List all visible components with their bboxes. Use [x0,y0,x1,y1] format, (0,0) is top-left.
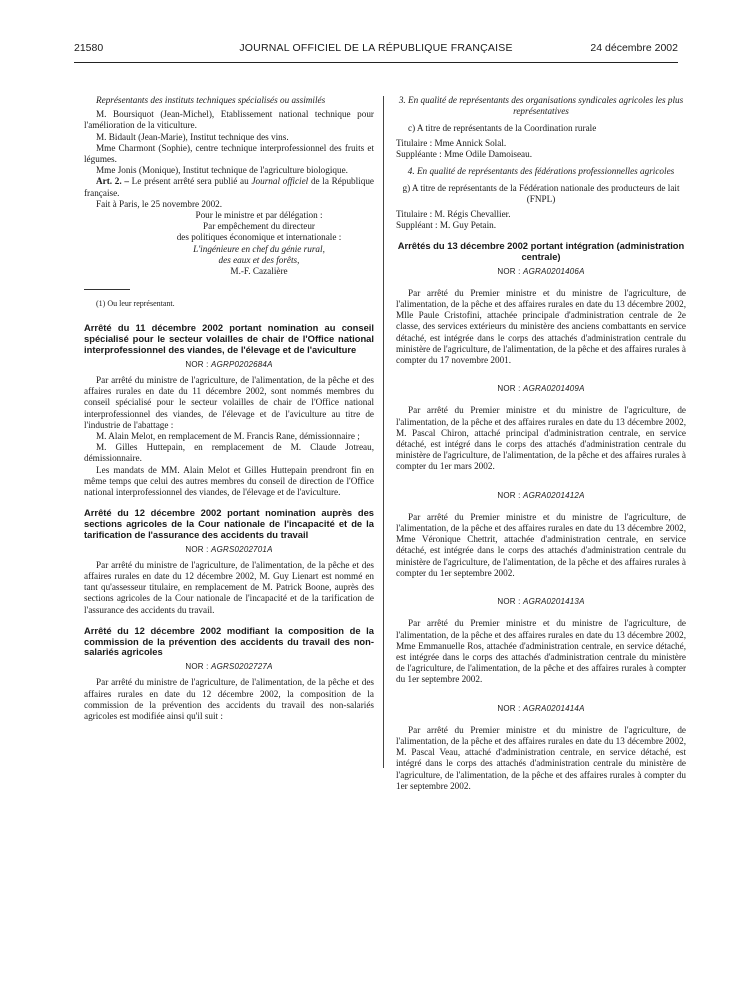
header-rule [74,62,678,63]
member-entry: Mme Jonis (Monique), Institut technique de l'agriculture biologique. [96,165,348,176]
decree-title: Arrêté du 12 décembre 2002 modifiant la composition de la commission de la prévention des accidents du travail des non-salariés agricoles [84,624,374,658]
nor-reference: NOR : AGRA0201409A [497,384,585,394]
decree-paragraph: Par arrêté du ministre de l'agriculture, de l'alimentation, de la pêche et des affaires rurales en date du 12 décembre 2002, M. Guy Lienart est nommé en tant qu'assesseur titulaire, en remplacement de M. Patrick Boone, auprès des sections agricoles de la Cour nationale de l'incapacité et de la tarification de l'assurance des accidents du travail. [84,559,374,615]
decree-paragraph: Par arrêté du Premier ministre et du ministre de l'agriculture, de l'alimentation, de la pêche et des affaires rurales en date du 13 décembre 2002, Mme Emmanuelle Ros, attachée d'administration centrale, en service détaché, est intégrée dans le corps des attachés d'administration centrale du ministère de l'agriculture, de l'alimentation, de la pêche et des affaires rurales à compter du 1er septembre 2002. [396,618,686,685]
section-heading: Représentants des instituts techniques spécialisés ou assimilés [96,95,326,105]
signatory-name: M.-F. Cazalière [230,266,288,277]
nor-reference: NOR : AGRP0202684A [185,359,273,369]
article-text-end: de la République française. [84,176,374,198]
article-2 [84,176,374,198]
right-column [396,95,686,792]
nor-reference: NOR : AGRA0201406A [497,266,585,276]
decree-title: Arrêté du 11 décembre 2002 portant nomination au conseil spécialisé pour le secteur volailles de chair de l'Office national interprofessionnel des viandes, de l'élevage et de l'aviculture [84,322,374,356]
journal-title: JOURNAL OFFICIEL DE LA RÉPUBLIQUE FRANÇAISE [239,42,513,54]
footnote-rule [84,289,130,290]
decree-paragraph: Par arrêté du ministre de l'agriculture, de l'alimentation, de la pêche et des affaires rurales en date du 12 décembre 2002, la composition de la commission de la prévention des accidents du travail des non-salariés agricoles est modifiée ainsi qu'il suit : [84,677,374,722]
article-label: Art. 2. – [96,176,129,187]
decree-paragraph: Les mandats de MM. Alain Melot et Gilles Huttepain prendront fin en même temps que celui des autres membres du conseil de direction de l'Office national interprofessionnel des viandes, de l'élevage et de l'aviculture. [84,464,374,498]
nor-reference: NOR : AGRA0201414A [497,703,585,713]
issue-date: 24 décembre 2002 [590,42,678,54]
decree-paragraph: Par arrêté du Premier ministre et du ministre de l'agriculture, de l'alimentation, de la pêche et des affaires rurales en date du 13 décembre 2002, M. Pascal Veau, attaché d'administration centrale, en service détaché, est intégré dans le corps des attachés d'administration centrale du ministère de l'agriculture, de l'alimentation, de la pêche et des affaires rurales à compter du 1er septembre 2002. [396,724,686,791]
nor-reference: NOR : AGRA0201413A [497,597,585,607]
nor-reference: NOR : AGRS0202727A [185,662,273,672]
decree-paragraph: M. Alain Melot, en remplacement de M. Francis Rane, démissionnaire ; [96,431,360,442]
suppleant: Suppléant : M. Guy Petain. [396,219,497,230]
decree-paragraph: Par arrêté du Premier ministre et du ministre de l'agriculture, de l'alimentation, de la pêche et des affaires rurales en date du 13 décembre 2002, M. Pascal Chiron, attaché principal d'administration centrale, en service détaché, est intégré dans le corps des attachés d'administration centrale du ministère de l'agriculture, de l'alimentation, de la pêche et des affaires rurales à compter du 1er mars 2002. [396,405,686,472]
signature-line: des politiques économique et internationale : [176,232,342,243]
titulaire: Titulaire : M. Régis Chevallier. [396,208,511,219]
decree-title: Arrêtés du 13 décembre 2002 portant intégration (administration centrale) [397,240,685,262]
decree-paragraph: Par arrêté du Premier ministre et du ministre de l'agriculture, de l'alimentation, de la pêche et des affaires rurales en date du 13 décembre 2002, Mme Véronique Chettrit, attachée d'administration centrale, en service détaché, est intégrée dans le corps des attachés d'administration centrale du ministère de l'agriculture, de l'alimentation, de la pêche et des affaires rurales à compter du 1er septembre 2002. [396,511,686,578]
decree-paragraph: Par arrêté du Premier ministre et du ministre de l'agriculture, de l'alimentation, de la pêche et des affaires rurales en date du 13 décembre 2002, Mlle Paule Cristofini, attachée principale d'administration centrale de 2e classe, des services extérieurs du ministère des anciens combattants en service détaché, est intégrée dans le corps des attachés d'administration centrale du ministère de l'agriculture, de l'alimentation, de la pêche et des affaires rurales à compter du 17 novembre 2001. [396,287,686,366]
member-entry: Mme Charmont (Sophie), centre technique interprofessionnel des fruits et légumes. [84,142,374,165]
signature-block [144,210,374,277]
signature-line: Par empêchement du directeur [203,221,315,232]
page-number: 21580 [74,42,104,54]
column-divider [383,96,384,768]
nor-reference: NOR : AGRA0201412A [497,490,585,500]
subsection-heading: g) A titre de représentants de la Fédération nationale des producteurs de lait (FNPL) [402,183,680,205]
member-entry: M. Bidault (Jean-Marie), Institut technique des vins. [96,131,289,142]
done-at: Fait à Paris, le 25 novembre 2002. [96,198,223,209]
nor-reference: NOR : AGRS0202701A [185,544,273,554]
left-column [84,95,374,722]
footnote: (1) Ou leur représentant. [96,299,175,309]
decree-paragraph: M. Gilles Huttepain, en remplacement de M. Claude Jotreau, démissionnaire. [84,442,374,464]
suppleant: Suppléante : Mme Odile Damoiseau. [396,148,532,159]
article-text: Le présent arrêté sera publié au [131,176,249,187]
journal-name: Journal officiel [251,176,309,187]
signature-line: Pour le ministre et par délégation : [195,210,323,221]
signature-role: L'ingénieure en chef du génie rural, [193,243,325,254]
section-heading: 4. En qualité de représentants des fédérations professionnelles agricoles [407,166,675,177]
section-heading: 3. En qualité de représentants des organisations syndicales agricoles les plus représentatives [398,95,684,117]
signature-role: des eaux et des forêts, [218,254,300,265]
page-header [74,40,678,60]
member-entry: M. Boursiquot (Jean-Michel), Etablissement national technique pour l'amélioration de la viticulture. [84,109,374,131]
decree-paragraph: Par arrêté du ministre de l'agriculture, de l'alimentation, de la pêche et des affaires rurales en date du 11 décembre 2002, sont nommés membres du conseil spécialisé pour le secteur volailles de chair de l'Office national interprofessionnel des viandes, de l'élevage et de l'aviculture au titre de l'industrie de l'abattage : [84,375,374,430]
titulaire: Titulaire : Mme Annick Solal. [396,137,507,148]
decree-title: Arrêté du 12 décembre 2002 portant nomination auprès des sections agricoles de la Cour nationale de l'incapacité et de la tarification de l'assurance des accidents du travail [84,507,374,540]
subsection-heading: c) A titre de représentants de la Coordination rurale [408,123,597,134]
